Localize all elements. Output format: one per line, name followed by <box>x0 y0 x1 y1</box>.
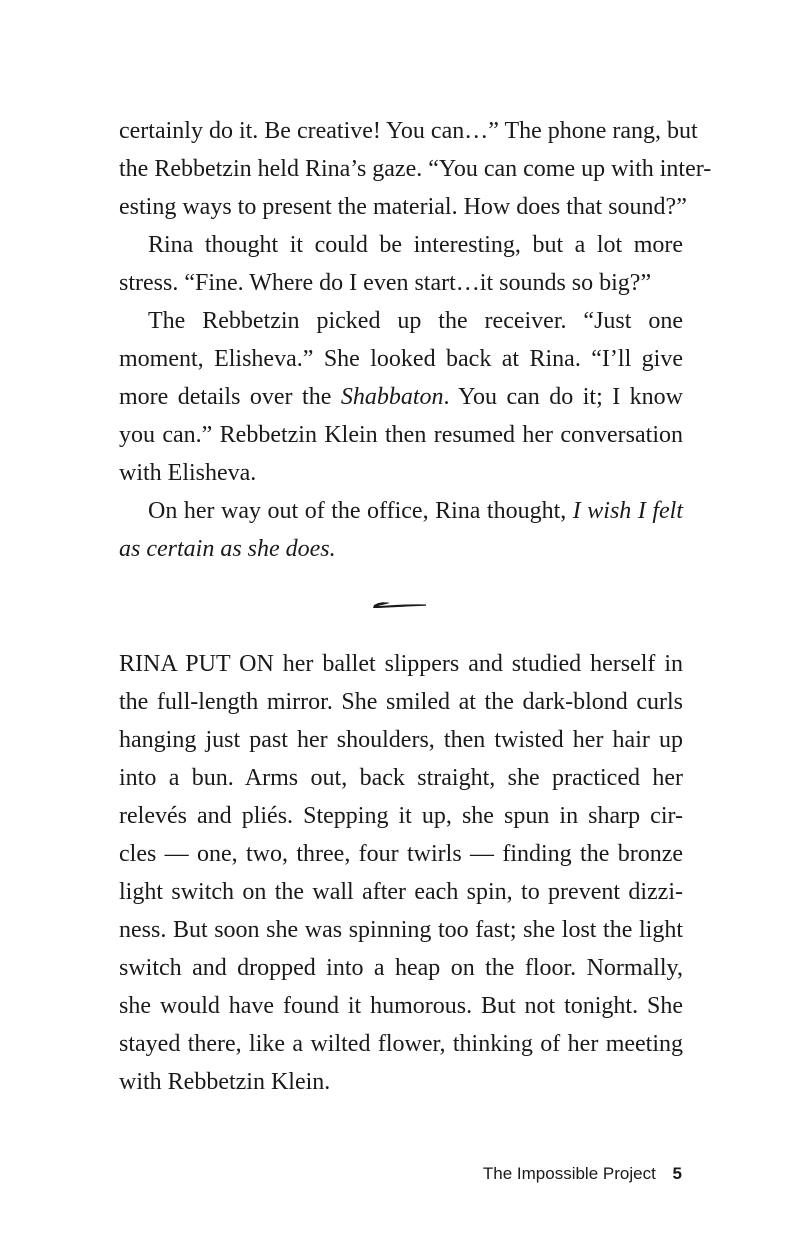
paragraph-4 <box>119 492 683 568</box>
italic-thought: as certain as she does. <box>119 536 336 562</box>
text-line: cles — one, two, three, four twirls — finding the bronze <box>119 841 683 867</box>
text-line: you can.” Rebbetzin Klein then resumed her conversation <box>119 422 683 448</box>
text-line: the Rebbetzin held Rina’s gaze. “You can come up with inter- <box>119 156 712 182</box>
text-segment: more details over the <box>119 384 341 410</box>
paragraph-3 <box>119 302 683 492</box>
text-line-mixed <box>119 492 683 530</box>
section-break-ornament-icon <box>370 596 430 612</box>
text-line: she would have found it humorous. But not tonight. She <box>119 993 683 1019</box>
text-line: with Elisheva. <box>119 460 257 486</box>
paragraph-1 <box>119 112 712 226</box>
text-line: switch and dropped into a heap on the floor. Normally, <box>119 955 683 981</box>
text-line: RINA PUT ON her ballet slippers and studied herself in <box>119 651 683 677</box>
page-number: 5 <box>672 1164 682 1183</box>
italic-thought: I wish I felt <box>572 498 683 524</box>
paragraph-5 <box>119 645 683 1101</box>
text-line: moment, Elisheva.” She looked back at Rina. “I’ll give <box>119 346 683 372</box>
text-line: Rina thought it could be interesting, but a lot more <box>148 232 683 258</box>
text-line <box>119 530 683 568</box>
text-line-mixed <box>119 378 683 416</box>
text-segment: . You can do it; I know <box>443 384 684 410</box>
text-line: the full-length mirror. She smiled at the dark-blond curls <box>119 689 683 715</box>
italic-term: Shabbaton <box>340 384 444 410</box>
paragraph-2 <box>119 226 683 302</box>
text-line: relevés and pliés. Stepping it up, she spun in sharp cir- <box>119 803 683 829</box>
text-line: stayed there, like a wilted flower, thinking of her meeting <box>119 1031 683 1057</box>
text-segment: On her way out of the office, Rina thought, <box>148 498 573 524</box>
text-line: into a bun. Arms out, back straight, she practiced her <box>119 765 683 791</box>
running-title: The Impossible Project <box>482 1164 656 1183</box>
text-line: certainly do it. Be creative! You can…” The phone rang, but <box>119 118 698 144</box>
text-line: hanging just past her shoulders, then twisted her hair up <box>119 727 683 753</box>
text-line: with Rebbetzin Klein. <box>119 1069 331 1095</box>
page-footer <box>483 1164 682 1184</box>
text-line: light switch on the wall after each spin, to prevent dizzi- <box>119 879 683 905</box>
page-body-top <box>119 112 712 568</box>
text-line: stress. “Fine. Where do I even start…it sounds so big?” <box>119 270 652 296</box>
text-line: esting ways to present the material. How does that sound?” <box>119 194 687 220</box>
text-line: ness. But soon she was spinning too fast; she lost the light <box>119 917 683 943</box>
text-line: The Rebbetzin picked up the receiver. “Just one <box>148 308 683 334</box>
